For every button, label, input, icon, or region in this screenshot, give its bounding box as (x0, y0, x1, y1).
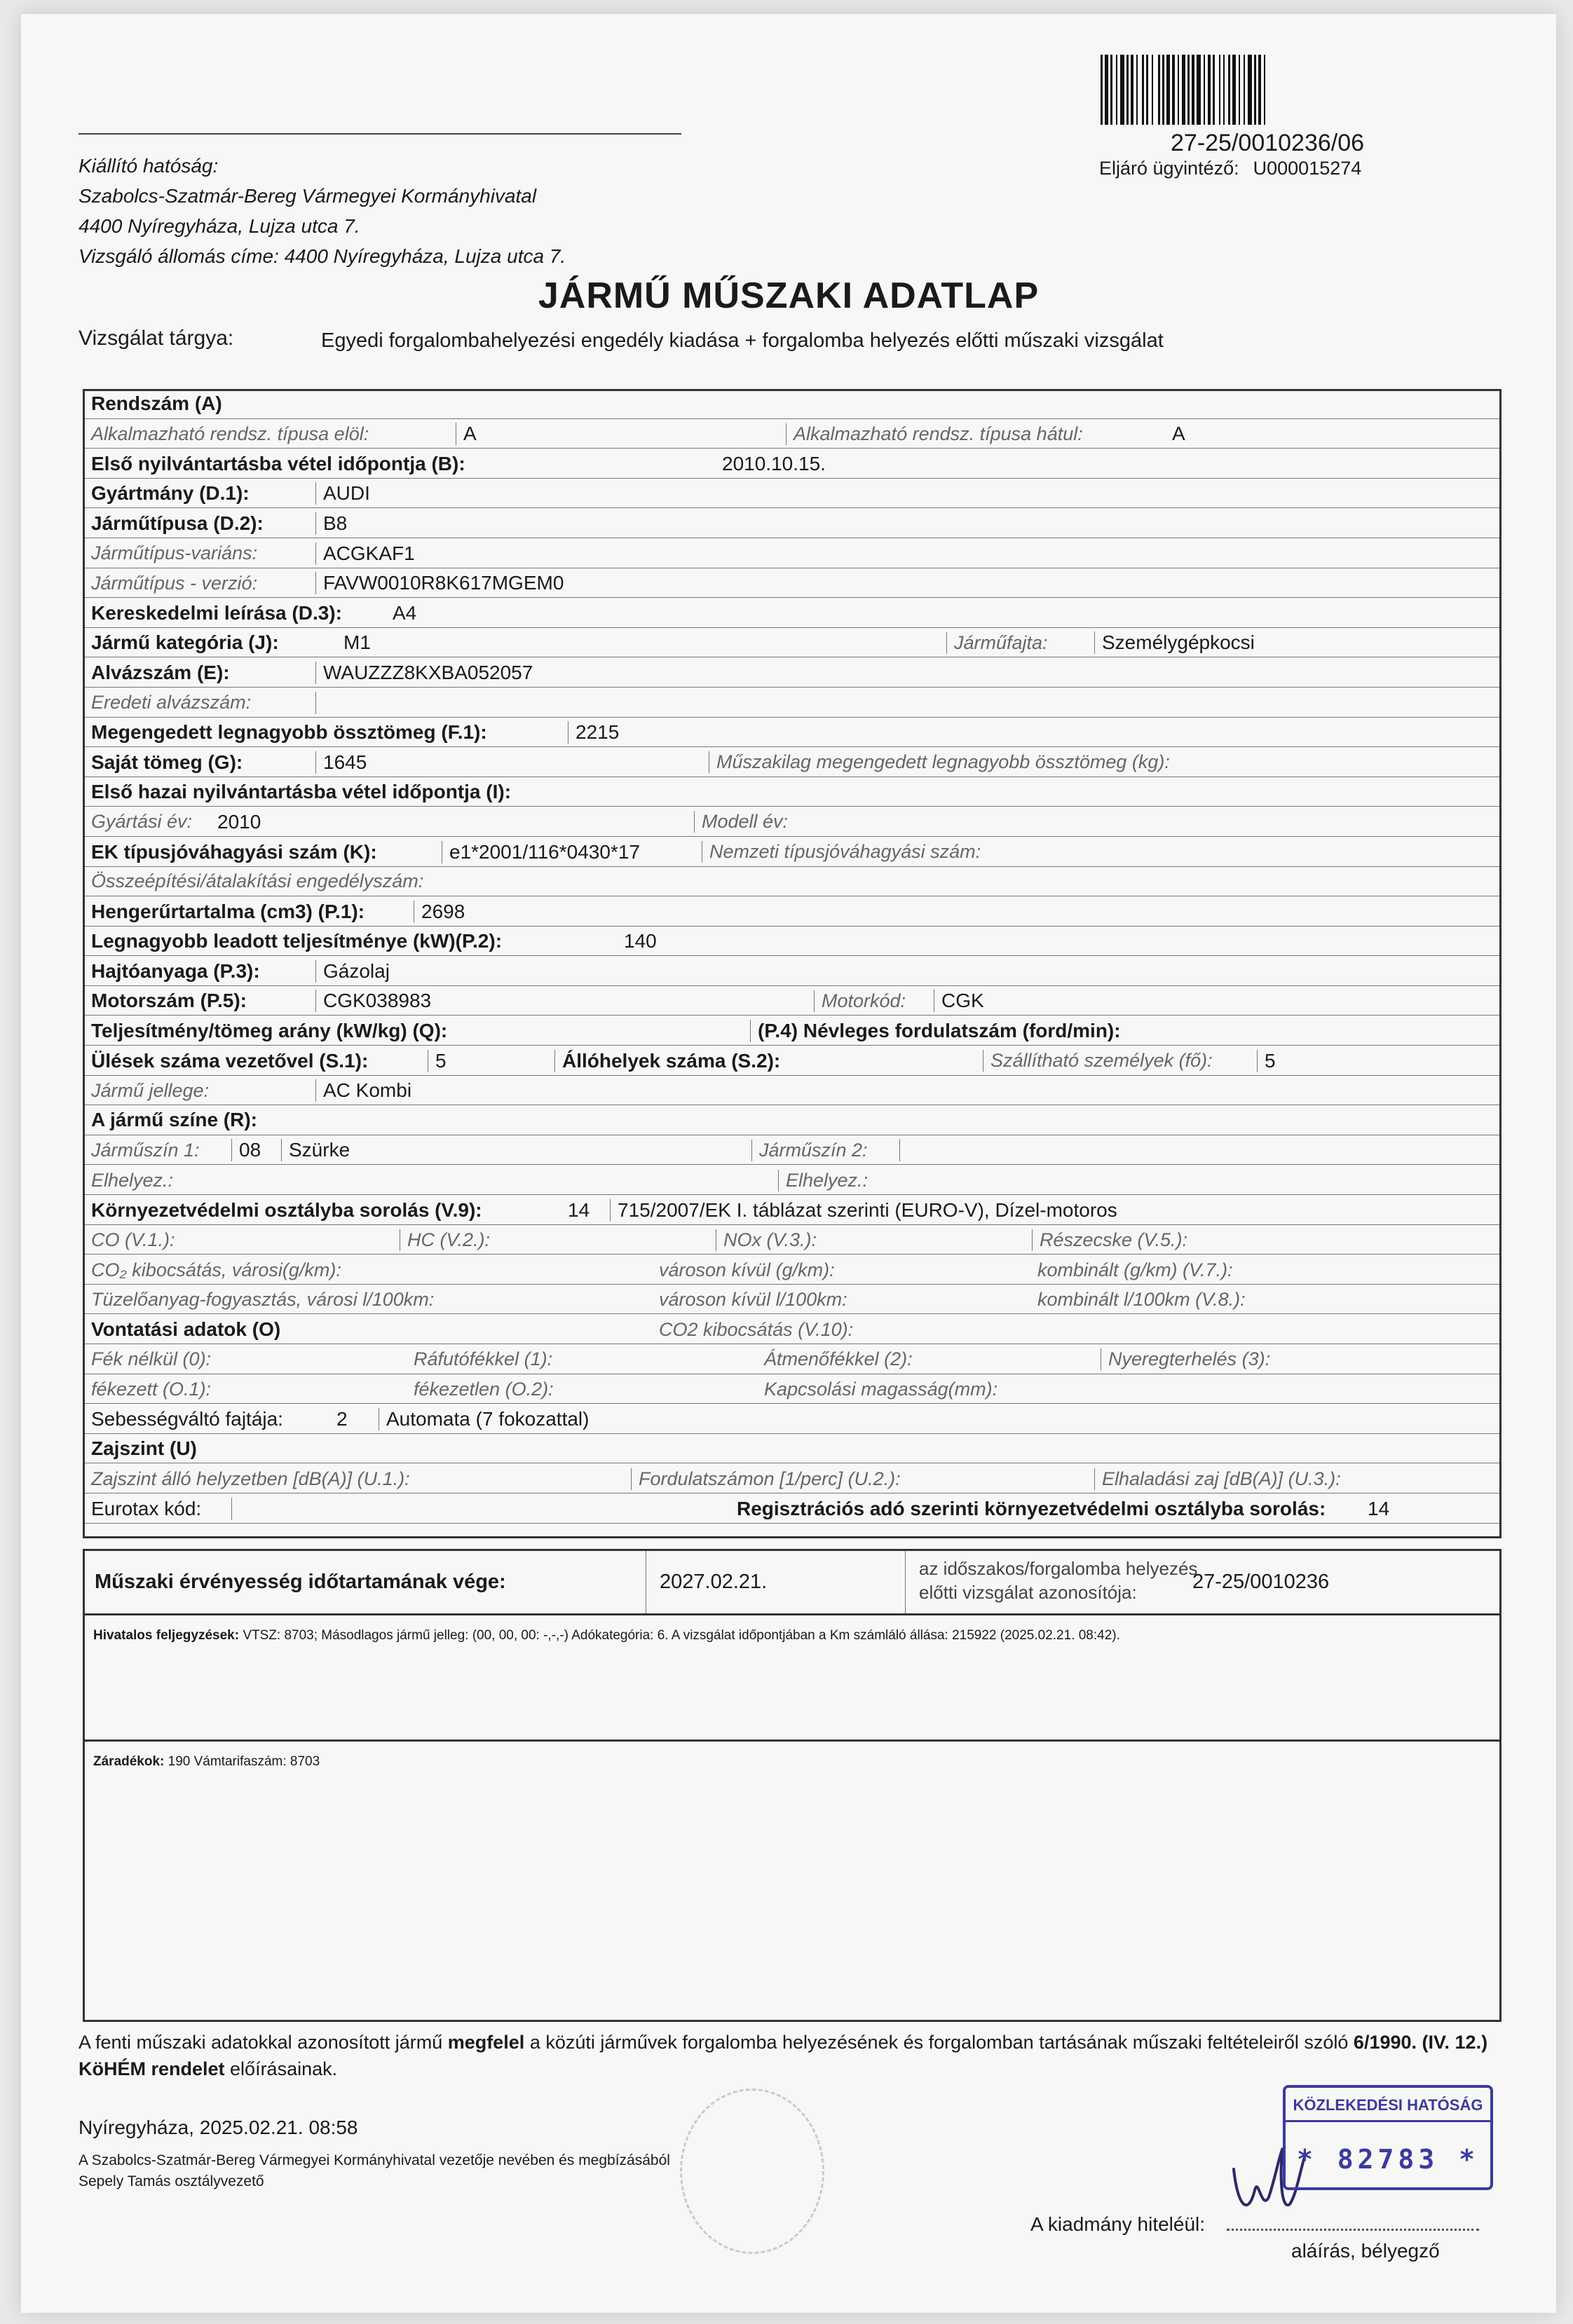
front-plate-value: A (456, 423, 786, 445)
form-row (83, 449, 1502, 479)
form-row (83, 389, 1502, 418)
gearbox-code: 2 (336, 1407, 348, 1430)
engine-number-value: CGK038983 (315, 990, 814, 1012)
co-label: CO (V.1.): (91, 1229, 175, 1250)
barcode-bar (1101, 55, 1103, 125)
clauses-text: 190 Vámtarifaszám: 8703 (168, 1754, 320, 1769)
form-row (83, 657, 1502, 688)
rear-plate-value: A (1172, 423, 1185, 445)
barcode-bar (1131, 55, 1133, 125)
barcode-bar (1254, 55, 1256, 125)
barcode-bar (1197, 55, 1201, 125)
inspection-id-label (919, 1557, 1197, 1604)
barcode-bar (1223, 55, 1225, 125)
type-label: Járműtípusa (D.2): (91, 512, 264, 534)
signature-line (1227, 2229, 1479, 2231)
environment-class-code: 14 (568, 1198, 590, 1221)
barcode-bar (1146, 55, 1148, 125)
form-row (83, 508, 1502, 538)
manufacture-year-label: Gyártási év: (91, 811, 193, 833)
form-row (83, 1493, 1502, 1523)
inspection-id-value: 27-25/0010236 (1192, 1571, 1330, 1593)
issuer-block (79, 151, 566, 271)
barcode-bar (1192, 55, 1194, 125)
barcode-bar (1244, 55, 1245, 125)
signer-line2: Sepely Tamás osztályvezető (79, 2173, 264, 2189)
form-row (83, 687, 1502, 717)
form-row (83, 1374, 1502, 1404)
noise-label: Zajszint (U) (91, 1437, 197, 1459)
first-domestic-registration-label: Első hazai nyilvántartásba vétel időpontja (I): (91, 780, 512, 802)
variant-label: Járműtípus-variáns: (91, 542, 258, 564)
variant-value: ACGKAF1 (315, 542, 415, 565)
form-row (83, 1433, 1502, 1463)
statement-part: előírásainak. (224, 2058, 338, 2079)
barcode-bar (1158, 55, 1160, 125)
signer-line1: A Szabolcs-Szatmár-Bereg Vármegyei Kormányhivatal vezetője nevében és megbízásából (79, 2152, 670, 2168)
fuel-label: Hajtóanyaga (P.3): (91, 959, 260, 982)
body-type-value: AC Kombi (315, 1079, 411, 1102)
drive-by-noise-label: Elhaladási zaj [dB(A)] (U.3.): (1094, 1468, 1341, 1490)
form-row (83, 598, 1502, 628)
tech-max-mass-label: Műszakilag megengedett legnagyobb össztömeg (kg): (709, 751, 1170, 773)
form-row (83, 478, 1502, 508)
placement2-label: Elhelyez.: (778, 1170, 868, 1191)
max-power-label: Legnagyobb leadott teljesítménye (kW)(P.2): (91, 930, 503, 952)
color-label: A jármű színe (R): (91, 1109, 257, 1131)
form-row (83, 896, 1502, 927)
stamp-number: * 82783 * (1297, 2144, 1479, 2175)
vin-label: Alvázszám (E): (91, 661, 230, 683)
manufacture-year-value: 2010 (217, 810, 261, 833)
fuel-extra-urban-label: városon kívül l/100km: (659, 1289, 847, 1311)
fuel-value: Gázolaj (315, 960, 390, 983)
co2-extra-urban-label: városon kívül (g/km): (659, 1259, 835, 1280)
color1-label: Járműszín 1: (91, 1139, 200, 1161)
barcode-bar (1232, 55, 1236, 125)
body-type-label: Jármű jellege: (91, 1079, 210, 1101)
make-value: AUDI (315, 482, 370, 505)
barcode-bar (1228, 55, 1230, 125)
seats-value: 5 (428, 1050, 554, 1072)
issuer-label: Kiállító hatóság: (79, 155, 219, 177)
barcode-bar (1187, 55, 1190, 125)
form-row (83, 538, 1502, 568)
officer-id: U000015274 (1253, 158, 1362, 179)
vehicle-kind-label: Járműfajta: (946, 632, 1094, 654)
displacement-value: 2698 (414, 901, 465, 923)
officer-label: Eljáró ügyintéző: (1099, 158, 1239, 179)
form-row (83, 568, 1502, 598)
own-mass-value: 1645 (315, 751, 709, 774)
commercial-desc-value: A4 (393, 601, 417, 624)
barcode-bar (1152, 55, 1153, 125)
barcode-bar (1219, 55, 1220, 125)
statement-part: a közúti járművek forgalomba helyezésének és forgalomban tartásának műszaki feltételeiről szóló (524, 2032, 1354, 2053)
registration-tax-class-value: 14 (1368, 1497, 1390, 1519)
own-mass-label: Saját tömeg (G): (91, 751, 243, 773)
commercial-desc-label: Kereskedelmi leírása (D.3): (91, 601, 342, 624)
issuer-name: Szabolcs-Szatmár-Bereg Vármegyei Kormányhivatal (79, 185, 537, 207)
statement-part: A fenti műszaki adatokkal azonosított jármű (79, 2032, 448, 2053)
official-notes-text: VTSZ: 8703; Másodlagos jármű jelleg: (00, 00, 00: -,-,-) Adókategória: 6. A vizsgálat időpontjában a Km számláló állása: 215922 (2025.02.21. 08:42). (243, 1628, 1120, 1643)
engine-code-value: CGK (934, 990, 984, 1012)
compliance-statement (79, 2029, 1509, 2082)
validity-date: 2027.02.21. (660, 1571, 768, 1593)
ec-approval-value: e1*2001/116*0430*17 (442, 841, 702, 863)
rear-plate-label: Alkalmazható rendsz. típusa hátul: (786, 423, 1172, 445)
authority-stamp (1283, 2085, 1493, 2190)
hc-label: HC (V.2.): (400, 1229, 716, 1251)
subject-label: Vizsgálat tárgya: (79, 327, 234, 350)
saddle-load-label: Nyeregterhelés (3): (1101, 1348, 1270, 1370)
ec-approval-label: EK típusjóváhagyási szám (K): (91, 840, 377, 863)
barcode-bar (1239, 55, 1240, 125)
form-row (83, 1195, 1502, 1225)
first-registration-value: 2010.10.15. (722, 452, 826, 474)
official-notes-label: Hivatalos feljegyzések: (93, 1628, 240, 1643)
engine-code-label: Motorkód: (814, 990, 934, 1012)
barcode-bar (1120, 55, 1124, 125)
model-year-label: Modell év: (694, 811, 788, 833)
form-row (83, 1046, 1502, 1076)
national-approval-label: Nemzeti típusjóváhagyási szám: (702, 841, 981, 863)
barcode-bar (1172, 55, 1175, 125)
fuel-combined-label: kombinált l/100km (V.8.): (1037, 1289, 1246, 1311)
continuous-brake-label: Átmenőfékkel (2): (764, 1348, 913, 1370)
passengers-value: 5 (1257, 1050, 1276, 1072)
barcode-bar (1110, 55, 1112, 125)
document-title: JÁRMŰ MŰSZAKI ADATLAP (538, 275, 1040, 316)
color2-label: Járműszín 2: (751, 1140, 899, 1161)
barcode-bar (1264, 55, 1265, 125)
form-row (83, 1255, 1502, 1285)
fuel-urban-label: Tüzelőanyag-fogyasztás, városi l/100km: (91, 1289, 435, 1311)
form-row (83, 1344, 1502, 1374)
form-row (83, 1105, 1502, 1135)
barcode-bar (1248, 55, 1252, 125)
form-row (83, 418, 1502, 449)
barcode-bar (1178, 55, 1179, 125)
environment-class-label: Környezetvédelmi osztályba sorolás (V.9): (91, 1198, 482, 1221)
coupling-height-label: Kapcsolási magasság(mm): (764, 1378, 998, 1400)
barcode-bar (1213, 55, 1215, 125)
signature-caption: aláírás, bélyegző (1291, 2240, 1440, 2262)
form-row (83, 866, 1502, 896)
seats-label: Ülések száma vezetővel (S.1): (91, 1049, 369, 1072)
round-seal-stamp (680, 2089, 824, 2254)
particulate-label: Részecske (V.5.): (1032, 1229, 1187, 1251)
official-notes-box (83, 1615, 1502, 1742)
form-row (83, 926, 1502, 956)
barcode-bar (1105, 55, 1108, 125)
form-row (83, 1135, 1502, 1165)
subject-value: Egyedi forgalombahelyezési engedély kiadása + forgalomba helyezés előtti műszaki vizsgálat (321, 329, 1164, 352)
form-row (83, 1165, 1502, 1195)
barcode-bar (1142, 55, 1144, 125)
clauses-label: Záradékok: (93, 1754, 165, 1769)
first-registration-label: Első nyilvántartásba vétel időpontja (B): (91, 452, 465, 474)
original-vin-label: Eredeti alvázszám: (91, 692, 252, 713)
form-row (83, 1314, 1502, 1344)
co2-urban-label: CO₂ kibocsátás, városi(g/km): (91, 1259, 341, 1280)
certified-label: A kiadmány hiteléül: (1030, 2213, 1206, 2235)
plate-label: Rendszám (A) (91, 392, 222, 414)
conversion-permit-label: Összeépítési/átalakítási engedélyszám: (91, 870, 424, 892)
power-weight-label: Teljesítmény/tömeg arány (kW/kg) (Q): (91, 1020, 448, 1042)
barcode-bar (1166, 55, 1170, 125)
officer-info (1099, 158, 1361, 179)
clauses-box (83, 1742, 1502, 2022)
co2-v10-label: CO2 kibocsátás (V.10): (659, 1318, 854, 1340)
noise-rpm-label: Fordulatszámon [1/perc] (U.2.): (631, 1468, 1094, 1490)
stationary-noise-label: Zajszint álló helyzetben [dB(A)] (U.1.): (91, 1468, 410, 1489)
barcode-bar (1182, 55, 1185, 125)
max-mass-label: Megengedett legnagyobb össztömeg (F.1): (91, 721, 487, 744)
displacement-label: Hengerűrtartalma (cm3) (P.1): (91, 900, 365, 922)
registration-tax-class-label: Regisztrációs adó szerinti környezetvédelmi osztályba sorolás: (737, 1497, 1326, 1519)
environment-class-value: 715/2007/EK I. táblázat szerinti (EURO-V), Dízel-motoros (610, 1199, 1117, 1222)
signer-block (79, 2150, 670, 2192)
validity-box (83, 1549, 1502, 1615)
form-row (83, 1463, 1502, 1493)
inspection-id-label-1: az időszakos/forgalomba helyezés (919, 1558, 1198, 1579)
type-value: B8 (315, 512, 347, 535)
front-plate-label: Alkalmazható rendsz. típusa elöl: (91, 423, 369, 444)
form-row (83, 1404, 1502, 1434)
inspection-id-label-2: előtti vizsgálat azonosítója: (919, 1582, 1137, 1603)
issuer-divider (79, 133, 681, 135)
station-address: Vizsgáló állomás címe: 4400 Nyíregyháza, Lujza utca 7. (79, 245, 566, 267)
form-row (83, 717, 1502, 747)
overrun-brake-label: Ráfutófékkel (1): (414, 1348, 553, 1370)
statement-emphasis: megfelel (447, 2032, 525, 2053)
barcode-bar (1162, 55, 1164, 125)
unbraked0-label: Fék nélkül (0): (91, 1348, 212, 1370)
max-mass-value: 2215 (568, 721, 619, 744)
document-sheet (21, 14, 1556, 2313)
placement1-label: Elhelyez.: (91, 1169, 174, 1191)
barcode (1101, 55, 1486, 125)
issuer-address: 4400 Nyíregyháza, Lujza utca 7. (79, 215, 360, 237)
statement-regulation: 6/1990. (IV. 12.) KöHÉM rendelet (79, 2032, 1488, 2079)
form-row (83, 777, 1502, 807)
rated-rpm-label: (P.4) Névleges fordulatszám (ford/min): (750, 1020, 1121, 1042)
form-row (83, 836, 1502, 866)
co2-combined-label: kombinált (g/km) (V.7.): (1037, 1259, 1233, 1280)
unbraked-label: fékezetlen (O.2): (414, 1378, 554, 1400)
barcode-bar (1116, 55, 1117, 125)
color1-code: 08 (231, 1139, 281, 1161)
barcode-bar (1258, 55, 1261, 125)
form-row (83, 985, 1502, 1016)
form-row (83, 747, 1502, 777)
standing-places-label: Állóhelyek száma (S.2): (554, 1050, 983, 1072)
form-row (83, 1224, 1502, 1255)
nox-label: NOx (V.3.): (716, 1229, 1032, 1251)
passengers-label: Szállítható személyek (fő): (983, 1050, 1257, 1072)
form-row (83, 1016, 1502, 1046)
make-label: Gyártmány (D.1): (91, 482, 250, 505)
vehicle-data-table (83, 389, 1502, 1524)
towing-label: Vontatási adatok (O) (91, 1318, 281, 1340)
document-number: 27-25/0010236/06 (1171, 130, 1365, 156)
form-row (83, 1284, 1502, 1314)
stamp-title: KÖZLEKEDÉSI HATÓSÁG (1286, 2096, 1490, 2122)
barcode-bar (1136, 55, 1138, 125)
max-power-value: 140 (624, 930, 657, 952)
validity-label: Műszaki érvényesség időtartamának vége: (95, 1571, 506, 1593)
eurotax-label: Eurotax kód: (91, 1497, 202, 1519)
vehicle-kind-value: Személygépkocsi (1094, 631, 1255, 654)
form-row (83, 627, 1502, 657)
place-date: Nyíregyháza, 2025.02.21. 08:58 (79, 2117, 358, 2138)
color1-value: Szürke (281, 1139, 751, 1161)
engine-number-label: Motorszám (P.5): (91, 990, 247, 1012)
form-row (83, 956, 1502, 986)
gearbox-value: Automata (7 fokozattal) (379, 1408, 589, 1430)
category-value: M1 (343, 631, 371, 654)
braked-label: fékezett (O.1): (91, 1378, 212, 1400)
barcode-bar (1126, 55, 1129, 125)
version-label: Járműtípus - verzió: (91, 572, 258, 594)
form-row (83, 1075, 1502, 1105)
barcode-bar (1204, 55, 1205, 125)
form-row (83, 807, 1502, 837)
version-value: FAVW0010R8K617MGEM0 (315, 572, 564, 594)
barcode-bar (1208, 55, 1211, 125)
gearbox-label: Sebességváltó fajtája: (91, 1407, 283, 1430)
category-label: Jármű kategória (J): (91, 631, 279, 654)
vin-value: WAUZZZ8KXBA052057 (315, 662, 533, 684)
